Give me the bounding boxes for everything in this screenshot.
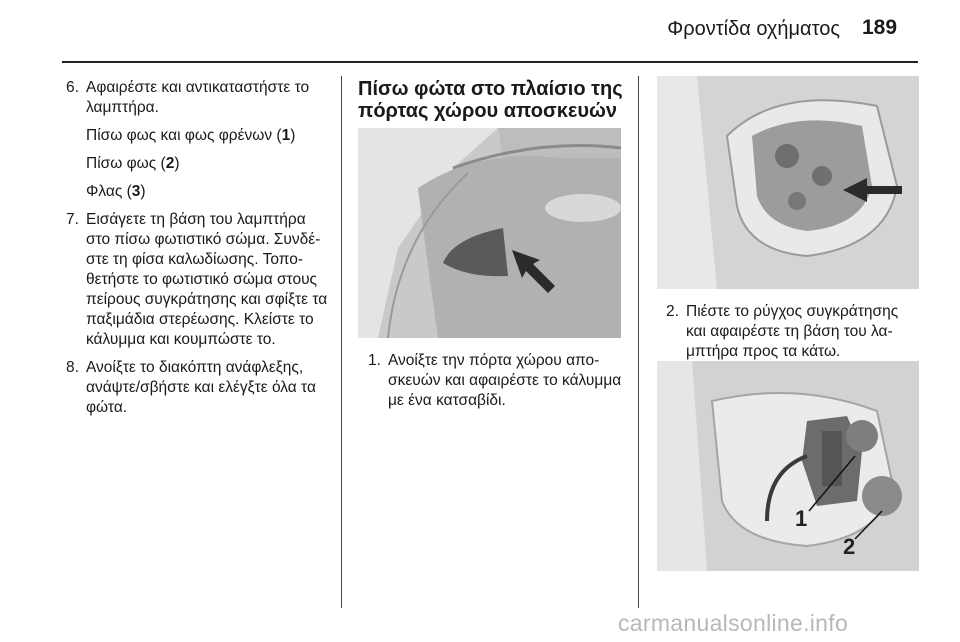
bulb-item-1: Πίσω φως και φως φρένων (1)	[86, 127, 296, 144]
column-divider-right	[638, 76, 639, 608]
step-text: Εισάγετε τη βάση του λαμπτήρα στο πίσω φωτιστικό σώμα. Συνδέ-στε τη φίσα καλωδίωσης. Τοπο-θετήστε το φωτιστικό σώμα στους πείρους συγκράτησης και σφίξτε τα παξιμάδια στερέωσης. Κλείστε το κάλυμμα και κουμπώστε το.	[86, 211, 328, 348]
step-number: 2.	[666, 303, 679, 320]
figure-tailgate-cover	[358, 128, 621, 338]
step-7	[66, 210, 334, 350]
header-rule	[62, 61, 918, 63]
column-2	[358, 78, 624, 122]
bulb-item-3: Φλας (3)	[86, 183, 146, 200]
column-divider-left	[341, 76, 342, 608]
step-number: 8.	[66, 359, 79, 376]
bulb-item-2: Πίσω φως (2)	[86, 155, 180, 172]
figure-bulb-holder	[657, 361, 919, 571]
callout-1: 1	[795, 506, 808, 531]
step-1	[368, 351, 630, 411]
step-text: Ανοίξτε το διακόπτη ανάφλεξης, ανάψτε/σβήστε και ελέγξτε όλα τα φώτα.	[86, 359, 316, 416]
column-3-steps	[666, 302, 920, 362]
step-text: Πιέστε το ρύγχος συγκράτησης και αφαιρέστε τη βάση του λα-μπτήρα προς τα κάτω.	[686, 303, 899, 360]
step-6	[66, 78, 334, 118]
column-2-steps	[368, 351, 630, 411]
step-number: 1.	[368, 352, 381, 369]
step-text: Ανοίξτε την πόρτα χώρου απο-σκευών και αφαιρέστε το κάλυμμα με ένα κατσαβίδι.	[388, 352, 622, 409]
page-number: 189	[862, 16, 898, 39]
step-8	[66, 358, 334, 418]
watermark: carmanualsonline.info	[618, 610, 849, 636]
step-text: Αφαιρέστε και αντικαταστήστε το λαμπτήρα.	[86, 79, 310, 116]
step-number: 7.	[66, 211, 79, 228]
step-number: 6.	[66, 79, 79, 96]
figure-lamp-housing	[657, 76, 919, 289]
callout-2: 2	[843, 534, 856, 559]
section-title: Πίσω φώτα στο πλαίσιο της πόρτας χώρου αποσκευών	[358, 78, 623, 122]
column-1	[66, 78, 334, 418]
page-header-title: Φροντίδα οχήματος	[667, 18, 840, 40]
step-2	[666, 302, 920, 362]
